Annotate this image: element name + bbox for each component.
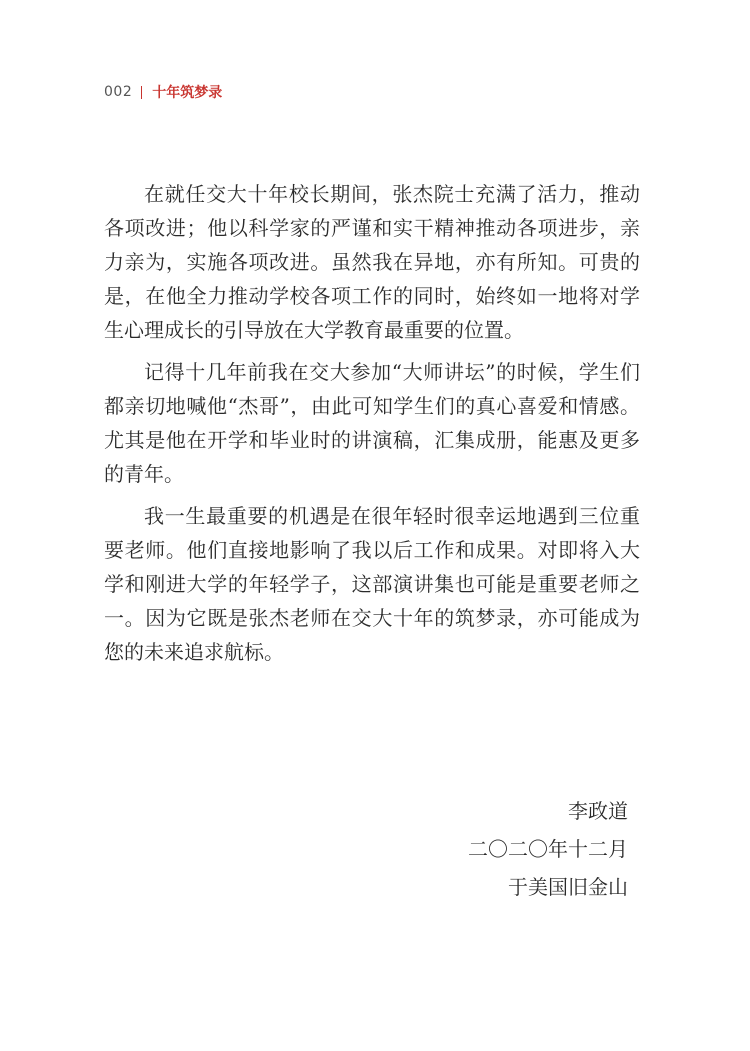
signature-location: 于美国旧金山	[508, 875, 628, 899]
paragraph-1: 在就任交大十年校长期间，张杰院士充满了活力，推动各项改进；他以科学家的严谨和实干精神推动各项进步，亲力亲为，实施各项改进。虽然我在异地，亦有所知。可贵的是，在他全力推动学校各项工作的同时，始终如一地将对学生心理成长的引导放在大学教育最重要的位置。	[104, 182, 640, 342]
page-header	[104, 82, 222, 102]
book-title: 十年筑梦录	[152, 85, 223, 101]
paragraph-3: 我一生最重要的机遇是在很年轻时很幸运地遇到三位重要老师。他们直接地影响了我以后工作和成果。对即将入大学和刚进大学的年轻学子，这部演讲集也可能是重要老师之一。因为它既是张杰老师在交大十年的筑梦录，亦可能成为您的未来追求航标。	[104, 504, 640, 664]
header-divider	[141, 86, 142, 99]
signature-block	[468, 792, 628, 906]
page-number: 002	[104, 84, 133, 100]
paragraph-2: 记得十几年前我在交大参加“大师讲坛”的时候，学生们都亲切地喊他“杰哥”，由此可知学生们的真心喜爱和情感。尤其是他在开学和毕业时的讲演稿，汇集成册，能惠及更多的青年。	[104, 360, 640, 486]
preface-body	[104, 177, 640, 677]
signature-author: 李政道	[568, 799, 628, 823]
signature-date: 二〇二〇年十二月	[468, 837, 628, 861]
